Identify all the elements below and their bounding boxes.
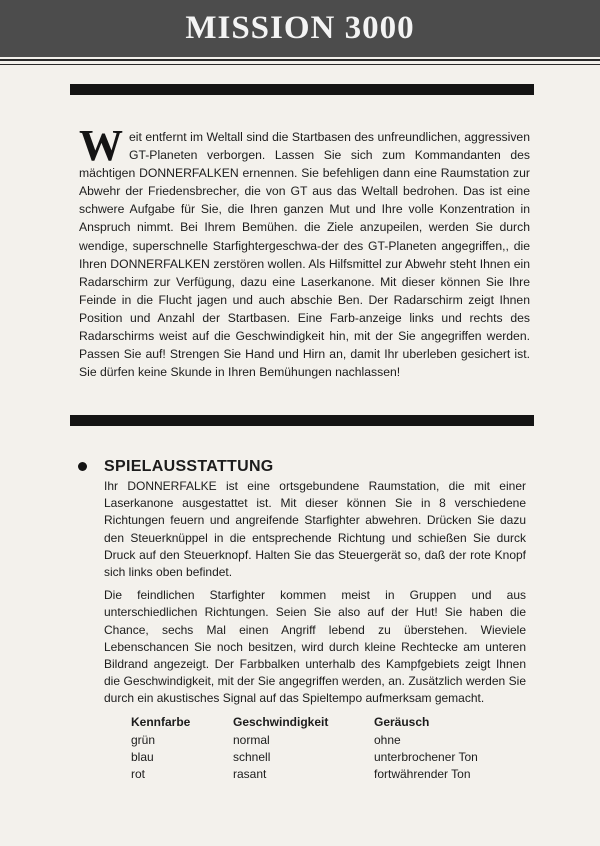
table-cell: normal: [233, 732, 270, 747]
table-cell: rasant: [233, 766, 267, 781]
drop-cap: W: [79, 121, 123, 170]
divider-bar-middle: [70, 415, 534, 426]
section-heading: SPIELAUSSTATTUNG: [104, 458, 274, 475]
header-rule: [0, 59, 600, 61]
table-row: [131, 749, 478, 766]
table-cell: blau: [131, 749, 154, 764]
table-cell: fortwährender Ton: [374, 766, 471, 781]
table-cell: rot: [131, 766, 146, 781]
header-rule-thin: [0, 64, 600, 65]
section-paragraph-1: Ihr DONNERFALKE ist eine ortsgebundene Raumstation, die mit einer Laserkanone ausgestattet ist. Mit dieser können Sie in 8 verschiedene Richtungen feuern und angreifende Starfighter abwehren. Drücken Sie dazu den Steuerknüppel in die entsprechende Richtung und schießen Sie durck Druck auf den Steuerknopf. Halten Sie das Steuergerät so, daß der rote Knopf sich links oben befindet.: [104, 479, 526, 580]
intro-paragraph: [79, 121, 530, 381]
intro-text: eit entfernt im Weltall sind die Startbasen des unfreundlichen, aggressiven GT-Planeten verborgen. Lassen Sie sich zum Kommandanten des mächtigen DONNERFALKEN ernennen. Sie befehligen dann eine Raumstation zur Abwehr der Friedensbrecher, die von GT aus das Weltall bedrohen. Das ist eine schwere Aufgabe für Sie, die Ihren ganzen Mut und Ihre volle Konzentration in Anspruch nimmt. Bei Ihrem Bemühen. die Ziele anzupeilen, werden Sie durch wendige, superschnelle Starfightergeschwa-der des GT-Planeten angegriffen,, die Ihren DONNERFALKEN zerstören wollen. Als Hilfsmittel zur Abwehr steht Ihnen ein Radarschirm zur Verfügung, dazu eine Laserkanone. Mit dieser können Sie Ihre Feinde in die Flucht jagen und auch abschie Ben. Der Radarschirm zeigt Ihnen Position und Anzahl der Startbasen. Eine Farb-anzeige links und rechts des Radarschirms weist auf die Geschwindigkeit hin, mit der Sie angegriffen werden. Passen Sie auf! Strengen Sie Hand und Hirn an, damit Ihr uberleben gesichert ist. Sie dürfen keine Skunde in Ihren Bemühungen nachlassen!: [79, 130, 530, 380]
table-header: Geräusch: [374, 714, 430, 729]
section-paragraph-2: Die feindlichen Starfighter kommen meist in Gruppen und aus unterschiedlichen Richtungen. Seien Sie also auf der Hut! Sie haben die Chance, sechs Mal einen Angriff lebend zu überstehen. Wieviele Lebenschancen Sie noch besitzen, wird durch kleine Rechtecke am unteren Bildrand angezeigt. Der Farbbalken unterhalb des Kampfgebiets zeigt Ihnen die Geschwindigkeit, mit der Sie angegriffen werden, an. Zusätzlich werden Sie durch ein akustisches Signal auf das Spieltempo aufmerksam gemacht.: [104, 588, 526, 706]
table-header: Kennfarbe: [131, 714, 191, 729]
table-cell: schnell: [233, 749, 271, 764]
divider-bar-top: [70, 84, 534, 95]
bullet-icon: [78, 462, 87, 471]
color-code-table: [131, 714, 478, 783]
table-row: [131, 766, 478, 783]
table-cell: grün: [131, 732, 156, 747]
page-title: MISSION 3000: [185, 10, 415, 46]
section-spielausstattung: [104, 458, 526, 783]
table-header-row: [131, 714, 478, 732]
table-row: [131, 732, 478, 749]
table-header: Geschwindigkeit: [233, 714, 329, 729]
page-header: [0, 0, 600, 57]
table-cell: unterbrochener Ton: [374, 749, 478, 764]
table-cell: ohne: [374, 732, 401, 747]
